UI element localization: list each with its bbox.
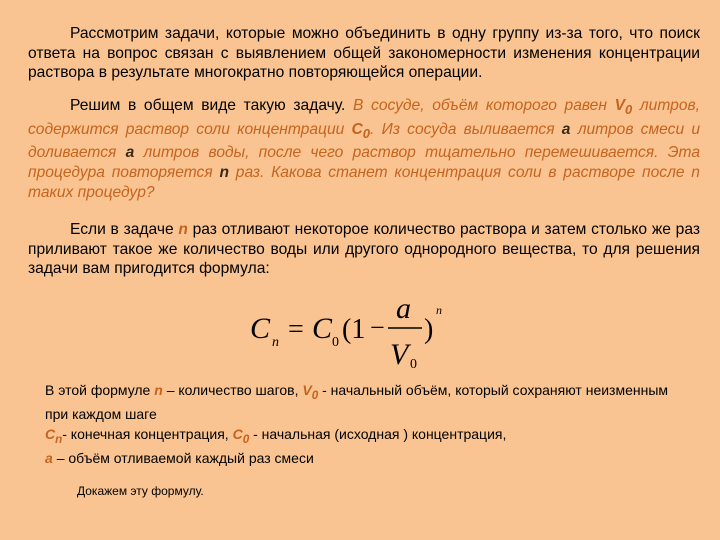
legend-c0: $C_0$: [232, 425, 250, 446]
legend-text-1: В этой формуле: [45, 382, 151, 398]
task-c0: $C_0$: [351, 120, 371, 141]
closing-line: Докажем эту формулу.: [77, 484, 204, 498]
legend-text-5: - начальная (исходная ) концентрация,: [253, 425, 507, 442]
formula-open-paren: (1: [342, 314, 366, 345]
formula-c: C: [250, 312, 271, 345]
formula-c0: C: [312, 312, 333, 345]
formula-equals: =: [288, 314, 304, 345]
formula-denominator-v: V: [390, 338, 409, 371]
task-text-6: раз. Какова станет концентрация соли в растворе после n таких процедур?: [28, 164, 700, 201]
legend-text-3: - начальный объём, который сохраняют неизменным при каждом шаге: [45, 382, 669, 423]
condition-paragraph: [28, 220, 700, 279]
legend-paragraph: [45, 381, 695, 469]
legend-text-6: – объём отливаемой каждый раз смеси: [56, 450, 314, 467]
formula-n-sub: n: [272, 335, 279, 350]
legend-text-2: – количество шагов,: [166, 382, 299, 398]
formula-denominator-sub: 0: [410, 357, 417, 372]
concentration-formula: [250, 290, 490, 375]
legend-v0: $V_0$: [302, 382, 319, 402]
condition-n: n: [178, 221, 188, 238]
formula-close-paren: ): [424, 314, 434, 345]
formula-minus: −: [370, 313, 385, 342]
intro-paragraph: [28, 24, 700, 83]
condition-text-1: Если в задаче: [70, 221, 174, 238]
task-text-5: литров воды, после чего раствор тщательно перемешивается. Эта процедура повторяется: [28, 144, 700, 181]
formula-exponent: n: [436, 303, 442, 317]
condition-text-2: раз отливают некоторое количество раствора и затем столько же раз приливают такое же количество воды или другого однородного вещества, то для решения задачи вам пригодится формула:: [28, 221, 700, 278]
legend-text-4: - конечная концентрация,: [62, 425, 229, 442]
legend-n: n: [154, 382, 163, 398]
legend-a: a: [45, 450, 53, 467]
task-text-3: . Из сосуда выливается: [370, 120, 555, 138]
task-v0: $V_0$: [614, 97, 633, 118]
task-text-4: литров смеси и доливается: [28, 120, 700, 162]
task-a: a: [561, 120, 571, 138]
intro-text: Рассмотрим задачи, которые можно объединить в одну группу из-за того, что поиск ответа на вопрос связан с выявлением общей закономерности изменения концентрации раствора в результате многократно повторяющейся операции.: [28, 25, 700, 82]
task-a-2: a: [125, 144, 135, 162]
legend-cn: $C_n$: [45, 425, 63, 446]
task-text-2: литров, содержится раствор соли концентрации: [28, 97, 700, 138]
formula-c0-sub: 0: [332, 335, 339, 350]
task-n: n: [219, 164, 229, 181]
formula-numerator-a: a: [396, 292, 411, 325]
task-paragraph: [28, 96, 700, 202]
task-lead: Решим в общем виде такую задачу.: [70, 97, 346, 114]
task-text-1: В сосуде, объём которого равен: [353, 97, 607, 114]
